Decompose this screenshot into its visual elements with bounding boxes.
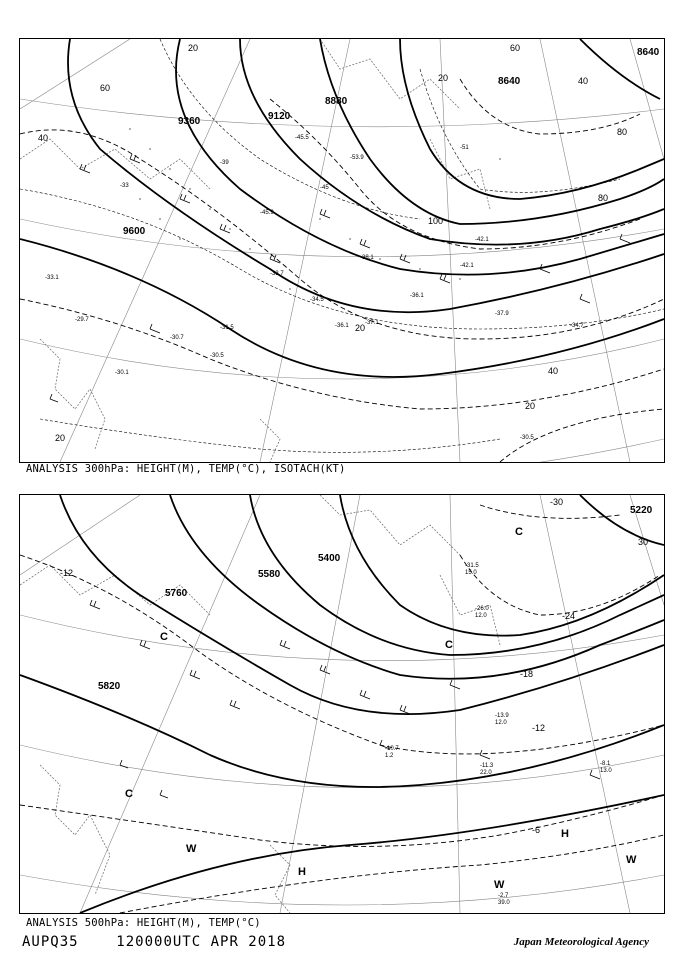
station-value: -33.1 bbox=[45, 275, 59, 281]
isotach-label: 20 bbox=[525, 401, 536, 411]
station-values bbox=[385, 563, 612, 906]
temperature-labels bbox=[60, 497, 648, 835]
isotach-label: 40 bbox=[548, 366, 559, 376]
temp-label: -29.7 bbox=[75, 317, 89, 323]
height-label: 5820 bbox=[98, 681, 121, 692]
height-contours bbox=[20, 495, 664, 913]
cold-center-label: C bbox=[125, 788, 133, 800]
map-500hpa bbox=[19, 494, 665, 914]
temp-label: -37.1 bbox=[365, 320, 379, 326]
station-value: -34.7 bbox=[570, 323, 584, 329]
temp-label: -45 bbox=[320, 185, 329, 191]
temp-label: -30.5 bbox=[210, 353, 224, 359]
isotach-label: 20 bbox=[438, 73, 449, 83]
height-label: 8640 bbox=[637, 47, 660, 58]
station-value: -8.1 bbox=[600, 761, 611, 767]
height-label: 9120 bbox=[268, 111, 291, 122]
isotach-label: 20 bbox=[355, 323, 366, 333]
temp-label: -12 bbox=[532, 723, 546, 733]
coastline bbox=[20, 39, 490, 462]
temp-label: -33 bbox=[120, 183, 129, 189]
temp-label: -53.9 bbox=[350, 155, 364, 161]
height-label: 9600 bbox=[123, 226, 146, 237]
station-value: 1.2 bbox=[385, 753, 394, 759]
isotach-label: 80 bbox=[617, 127, 628, 137]
station-value: 39.0 bbox=[498, 900, 510, 906]
isotach-label: 40 bbox=[38, 133, 49, 143]
temp-label: -51 bbox=[460, 145, 469, 151]
warm-center-label: W bbox=[186, 843, 197, 855]
height-label: 8640 bbox=[498, 76, 521, 87]
isotach-label: 60 bbox=[510, 43, 521, 53]
isotherms bbox=[20, 505, 664, 913]
station-value: 12.0 bbox=[495, 720, 507, 726]
height-label: 5580 bbox=[258, 569, 281, 580]
warm-center-label: W bbox=[494, 879, 505, 891]
station-value: -33.7 bbox=[270, 271, 284, 277]
graticule bbox=[20, 495, 664, 913]
station-value: 15.0 bbox=[465, 570, 477, 576]
caption-300hpa: ANALYSIS 300hPa: HEIGHT(M), TEMP(°C), ISOTACH(KT) bbox=[26, 463, 346, 475]
temp-label: -6 bbox=[532, 825, 541, 835]
isotach-label: 80 bbox=[598, 193, 609, 203]
map-300hpa-canvas bbox=[20, 39, 664, 462]
height-label: 5220 bbox=[630, 505, 653, 516]
temp-label: -34.5 bbox=[310, 297, 324, 303]
temp-label: -42.1 bbox=[460, 263, 474, 269]
height-label: 5400 bbox=[318, 553, 341, 564]
isotach-label: 20 bbox=[55, 433, 66, 443]
isotach-label: 60 bbox=[100, 83, 111, 93]
isotach-label: 20 bbox=[188, 43, 199, 53]
station-value: -31.5 bbox=[220, 325, 234, 331]
station-value: -31.5 bbox=[465, 563, 479, 569]
station-value: -11.3 bbox=[480, 763, 494, 769]
temp-label: -39 bbox=[220, 160, 229, 166]
temp-label: -30 bbox=[550, 497, 564, 507]
temp-label: -30.7 bbox=[170, 335, 184, 341]
caption-500hpa: ANALYSIS 500hPa: HEIGHT(M), TEMP(°C) bbox=[26, 917, 261, 929]
height-label: 9360 bbox=[178, 116, 201, 127]
temp-label: -36.1 bbox=[410, 293, 424, 299]
high-center-label: H bbox=[561, 828, 569, 840]
warm-center-label: W bbox=[626, 854, 637, 866]
temp-label: -18 bbox=[520, 669, 534, 679]
isotach-label: 100 bbox=[428, 216, 444, 226]
temp-label: -38.1 bbox=[360, 255, 374, 261]
high-center-label: H bbox=[298, 866, 306, 878]
agency-name: Japan Meteorological Agency bbox=[513, 936, 649, 948]
chart-id: AUPQ35 bbox=[22, 934, 79, 950]
cold-center-label: C bbox=[160, 631, 168, 643]
temp-label: -12 bbox=[60, 568, 74, 578]
pressure-centers bbox=[125, 526, 637, 891]
station-value: 13.0 bbox=[600, 768, 612, 774]
temp-label: -45.9 bbox=[260, 210, 274, 216]
isotach-label: 40 bbox=[578, 76, 589, 86]
station-value: -10.7 bbox=[385, 746, 399, 752]
coastline bbox=[20, 495, 500, 913]
temp-label: -24 bbox=[562, 611, 576, 621]
height-labels bbox=[98, 505, 653, 692]
cold-center-label: C bbox=[515, 526, 523, 538]
cold-center-label: C bbox=[445, 639, 453, 651]
height-label: 8880 bbox=[325, 96, 348, 107]
station-value: -37.9 bbox=[495, 311, 509, 317]
issue-time: 120000UTC APR 2018 bbox=[116, 934, 287, 950]
station-value: 12.0 bbox=[475, 613, 487, 619]
station-value: -30.1 bbox=[115, 370, 129, 376]
map-500hpa-canvas bbox=[20, 495, 664, 913]
station-value: -42.1 bbox=[475, 237, 489, 243]
station-value: -26.0 bbox=[475, 606, 489, 612]
map-300hpa bbox=[19, 38, 665, 463]
station-value: -36.1 bbox=[335, 323, 349, 329]
station-value: -13.9 bbox=[495, 713, 509, 719]
chart-header bbox=[22, 934, 286, 950]
station-values bbox=[45, 135, 584, 441]
station-value: -2.7 bbox=[498, 893, 509, 899]
station-value: 22.0 bbox=[480, 770, 492, 776]
temp-label: 30 bbox=[638, 537, 649, 547]
station-value: -45.5 bbox=[295, 135, 309, 141]
height-label: 5760 bbox=[165, 588, 188, 599]
station-value: -30.5 bbox=[520, 435, 534, 441]
